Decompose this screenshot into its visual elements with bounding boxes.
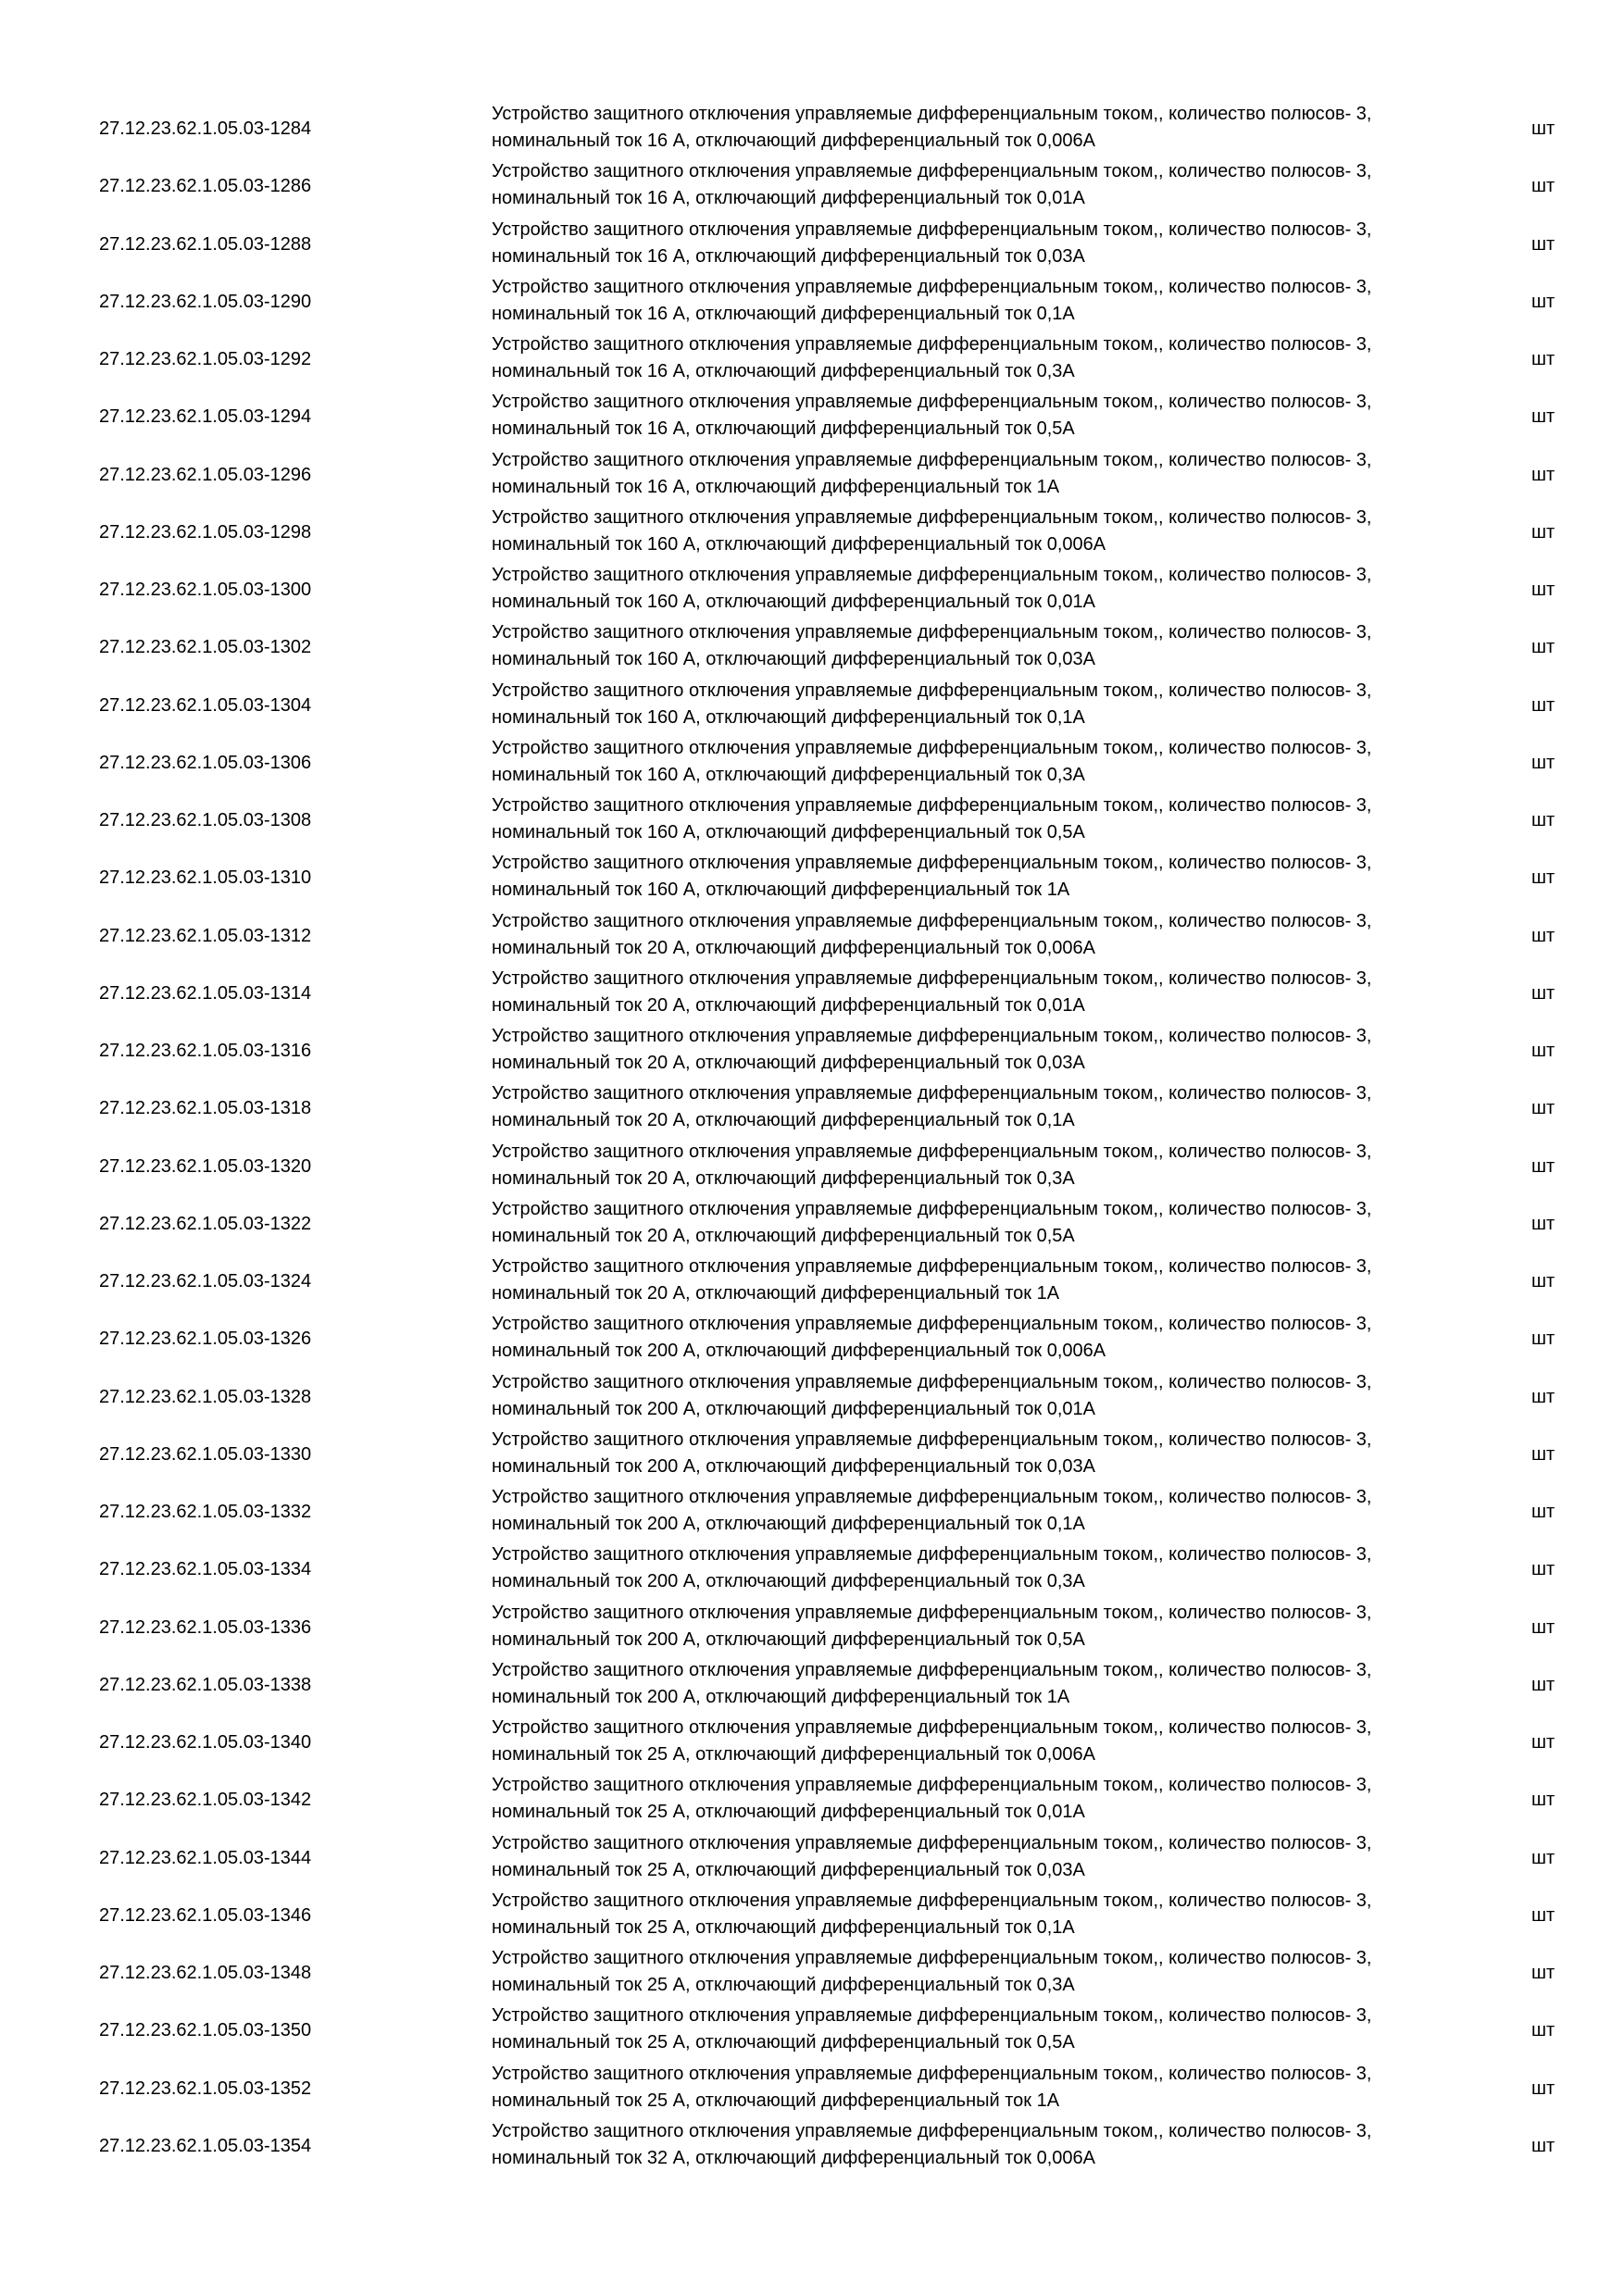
description-line-2: номинальный ток 200 А, отключающий дифференциальный ток 0,01А (492, 1398, 1095, 1419)
unit-of-measure: шт (1531, 1559, 1555, 1580)
resource-description (492, 1311, 1371, 1365)
description-line-1: Устройство защитного отключения управляемые дифференциальным током,, количество полюсов- 3, (492, 1371, 1372, 1392)
table-row (0, 1772, 1624, 1829)
unit-of-measure: шт (1531, 1616, 1555, 1638)
resource-code: 27.12.23.62.1.05.03-1322 (99, 1213, 312, 1234)
table-row (0, 1254, 1624, 1311)
unit-of-measure: шт (1531, 1847, 1555, 1868)
resource-description (492, 1657, 1371, 1711)
unit-of-measure: шт (1531, 1790, 1555, 1811)
unit-of-measure: шт (1531, 176, 1555, 197)
resource-description (492, 1945, 1371, 1999)
description-line-2: номинальный ток 200 А, отключающий дифференциальный ток 1А (492, 1686, 1070, 1707)
description-line-1: Устройство защитного отключения управляемые дифференциальным током,, количество полюсов- 3, (492, 680, 1372, 701)
description-line-1: Устройство защитного отключения управляемые дифференциальным током,, количество полюсов- 3, (492, 737, 1372, 758)
unit-of-measure: шт (1531, 349, 1555, 369)
resource-description (492, 619, 1371, 673)
table-row (0, 447, 1624, 505)
table-row (0, 1541, 1624, 1599)
resource-description (492, 1196, 1371, 1250)
resource-code: 27.12.23.62.1.05.03-1288 (99, 233, 312, 255)
table-row (0, 792, 1624, 850)
description-line-1: Устройство защитного отключения управляемые дифференциальным током,, количество полюсов- 3, (492, 910, 1372, 931)
unit-of-measure: шт (1531, 1213, 1555, 1234)
resource-description (492, 735, 1371, 789)
unit-of-measure: шт (1531, 1041, 1555, 1061)
resource-code: 27.12.23.62.1.05.03-1300 (99, 580, 312, 600)
unit-of-measure: шт (1531, 982, 1555, 1004)
description-line-2: номинальный ток 160 А, отключающий дифференциальный ток 0,006А (492, 533, 1106, 555)
description-line-1: Устройство защитного отключения управляемые дифференциальным током,, количество полюсов- 3, (492, 334, 1372, 355)
resource-description (492, 1888, 1371, 1941)
description-line-1: Устройство защитного отключения управляемые дифференциальным током,, количество полюсов- 3, (492, 622, 1372, 643)
description-line-2: номинальный ток 16 А, отключающий дифференциальный ток 0,03А (492, 245, 1085, 267)
description-line-2: номинальный ток 160 А, отключающий дифференциальный ток 1А (492, 880, 1070, 901)
resource-description (492, 678, 1371, 731)
description-line-1: Устройство защитного отключения управляемые дифференциальным током,, количество полюсов- 3, (492, 1890, 1372, 1911)
description-line-2: номинальный ток 20 А, отключающий дифференциальный ток 0,03А (492, 1053, 1085, 1073)
unit-of-measure: шт (1531, 1502, 1555, 1522)
resource-description (492, 908, 1371, 962)
unit-of-measure: шт (1531, 810, 1555, 830)
table-row (0, 966, 1624, 1023)
unit-of-measure: шт (1531, 1386, 1555, 1407)
description-line-2: номинальный ток 200 А, отключающий дифференциальный ток 0,006А (492, 1341, 1106, 1362)
resource-description (492, 966, 1371, 1019)
resource-code: 27.12.23.62.1.05.03-1306 (99, 752, 312, 773)
description-line-1: Устройство защитного отключения управляемые дифференциальным током,, количество полюсов- 3, (492, 1948, 1372, 1968)
description-line-1: Устройство защитного отключения управляемые дифференциальным током,, количество полюсов- 3, (492, 1602, 1372, 1623)
resource-code: 27.12.23.62.1.05.03-1328 (99, 1386, 312, 1407)
resource-code: 27.12.23.62.1.05.03-1290 (99, 291, 312, 312)
description-line-1: Устройство защитного отключения управляемые дифференциальным током,, количество полюсов- 3, (492, 1487, 1372, 1507)
resource-code: 27.12.23.62.1.05.03-1338 (99, 1674, 312, 1695)
resource-description (492, 2118, 1371, 2172)
resource-description (492, 274, 1371, 328)
resource-description (492, 331, 1371, 385)
description-line-1: Устройство защитного отключения управляемые дифференциальным током,, количество полюсов- 3, (492, 2005, 1372, 2027)
table-row (0, 1023, 1624, 1080)
unit-of-measure: шт (1531, 1329, 1555, 1350)
description-line-1: Устройство защитного отключения управляемые дифференциальным током,, количество полюсов- 3, (492, 161, 1372, 182)
resource-description (492, 1369, 1371, 1423)
resource-code: 27.12.23.62.1.05.03-1296 (99, 464, 312, 485)
table-row (0, 619, 1624, 677)
resource-description (492, 505, 1371, 558)
description-line-2: номинальный ток 16 А, отключающий дифференциальный ток 0,3А (492, 361, 1075, 381)
resource-code: 27.12.23.62.1.05.03-1326 (99, 1329, 312, 1350)
description-line-1: Устройство защитного отключения управляемые дифференциальным током,, количество полюсов- 3, (492, 1198, 1372, 1219)
resource-code: 27.12.23.62.1.05.03-1354 (99, 2135, 312, 2156)
description-line-1: Устройство защитного отключения управляемые дифференциальным током,, количество полюсов- 3, (492, 2120, 1372, 2141)
resource-code: 27.12.23.62.1.05.03-1302 (99, 637, 312, 658)
unit-of-measure: шт (1531, 1271, 1555, 1292)
description-line-1: Устройство защитного отключения управляемые дифференциальным током,, количество полюсов- 3, (492, 1026, 1372, 1046)
table-row (0, 1945, 1624, 2003)
description-line-2: номинальный ток 25 А, отключающий дифференциальный ток 1А (492, 2090, 1060, 2111)
unit-of-measure: шт (1531, 521, 1555, 543)
unit-of-measure: шт (1531, 580, 1555, 600)
resource-code: 27.12.23.62.1.05.03-1292 (99, 349, 312, 369)
description-line-1: Устройство защитного отключения управляемые дифференциальным током,, количество полюсов- 3, (492, 1544, 1372, 1566)
description-line-2: номинальный ток 160 А, отключающий дифференциальный ток 0,5А (492, 822, 1085, 842)
table-row (0, 908, 1624, 966)
description-line-2: номинальный ток 16 А, отключающий дифференциальный ток 1А (492, 476, 1060, 497)
resource-description (492, 2061, 1371, 2115)
description-line-2: номинальный ток 25 А, отключающий дифференциальный ток 0,01А (492, 1802, 1085, 1823)
unit-of-measure: шт (1531, 2078, 1555, 2099)
description-line-1: Устройство защитного отключения управляемые дифференциальным током,, количество полюсов- 3, (492, 392, 1372, 413)
unit-of-measure: шт (1531, 1155, 1555, 1177)
table-row (0, 1484, 1624, 1541)
resource-description (492, 1080, 1371, 1134)
description-line-1: Устройство защитного отключения управляемые дифференциальным током,, количество полюсов- 3, (492, 1083, 1372, 1104)
unit-of-measure: шт (1531, 867, 1555, 889)
unit-of-measure: шт (1531, 925, 1555, 946)
resource-description (492, 1427, 1371, 1480)
description-line-1: Устройство защитного отключения управляемые дифференциальным током,, количество полюсов- 3, (492, 1717, 1372, 1738)
description-line-2: номинальный ток 20 А, отключающий дифференциальный ток 0,3А (492, 1167, 1075, 1189)
description-line-2: номинальный ток 16 А, отключающий дифференциальный ток 0,006А (492, 131, 1095, 151)
unit-of-measure: шт (1531, 694, 1555, 716)
description-line-1: Устройство защитного отключения управляемые дифференциальным током,, количество полюсов- 3, (492, 1775, 1372, 1796)
description-line-1: Устройство защитного отключения управляемые дифференциальным током,, количество полюсов- 3, (492, 1314, 1372, 1335)
resource-code: 27.12.23.62.1.05.03-1286 (99, 176, 312, 197)
unit-of-measure: шт (1531, 1443, 1555, 1465)
description-line-1: Устройство защитного отключения управляемые дифференциальным током,, количество полюсов- 3, (492, 795, 1372, 816)
resource-description (492, 389, 1371, 443)
description-line-2: номинальный ток 32 А, отключающий дифференциальный ток 0,006А (492, 2147, 1095, 2168)
description-line-2: номинальный ток 200 А, отключающий дифференциальный ток 0,1А (492, 1514, 1085, 1534)
resource-description (492, 850, 1371, 904)
description-line-2: номинальный ток 160 А, отключающий дифференциальный ток 0,1А (492, 706, 1085, 728)
description-line-2: номинальный ток 160 А, отключающий дифференциальный ток 0,01А (492, 592, 1095, 612)
description-line-2: номинальный ток 16 А, отключающий дифференциальный ток 0,01А (492, 188, 1085, 209)
description-line-1: Устройство защитного отключения управляемые дифференциальным током,, количество полюсов- 3, (492, 565, 1372, 585)
resource-description (492, 447, 1371, 501)
table-row (0, 1369, 1624, 1427)
resource-code: 27.12.23.62.1.05.03-1332 (99, 1502, 312, 1522)
description-line-1: Устройство защитного отключения управляемые дифференциальным током,, количество полюсов- 3, (492, 1659, 1372, 1680)
description-line-2: номинальный ток 20 А, отключающий дифференциальный ток 1А (492, 1283, 1060, 1304)
resource-description (492, 217, 1371, 270)
unit-of-measure: шт (1531, 464, 1555, 485)
unit-of-measure: шт (1531, 233, 1555, 255)
description-line-1: Устройство защитного отключения управляемые дифференциальным током,, количество полюсов- 3, (492, 104, 1372, 124)
table-row (0, 1427, 1624, 1484)
unit-of-measure: шт (1531, 291, 1555, 312)
unit-of-measure: шт (1531, 637, 1555, 658)
resource-code: 27.12.23.62.1.05.03-1336 (99, 1616, 312, 1638)
description-line-2: номинальный ток 200 А, отключающий дифференциальный ток 0,3А (492, 1571, 1085, 1592)
description-line-2: номинальный ток 25 А, отключающий дифференциальный ток 0,03А (492, 1859, 1085, 1880)
table-row (0, 101, 1624, 158)
resource-table (0, 101, 1624, 2176)
description-line-2: номинальный ток 200 А, отключающий дифференциальный ток 0,5А (492, 1628, 1085, 1650)
table-row (0, 158, 1624, 216)
resource-description (492, 1830, 1371, 1884)
table-row (0, 1139, 1624, 1196)
resource-description (492, 1772, 1371, 1826)
resource-code: 27.12.23.62.1.05.03-1316 (99, 1041, 312, 1061)
resource-code: 27.12.23.62.1.05.03-1298 (99, 521, 312, 543)
resource-code: 27.12.23.62.1.05.03-1312 (99, 925, 312, 946)
unit-of-measure: шт (1531, 1904, 1555, 1926)
table-row (0, 1888, 1624, 1945)
table-row (0, 274, 1624, 331)
unit-of-measure: шт (1531, 1732, 1555, 1753)
table-row (0, 1311, 1624, 1368)
resource-code: 27.12.23.62.1.05.03-1352 (99, 2078, 312, 2099)
resource-code: 27.12.23.62.1.05.03-1308 (99, 810, 312, 830)
resource-code: 27.12.23.62.1.05.03-1318 (99, 1098, 312, 1119)
table-row (0, 2061, 1624, 2118)
description-line-2: номинальный ток 160 А, отключающий дифференциальный ток 0,03А (492, 649, 1095, 670)
description-line-1: Устройство защитного отключения управляемые дифференциальным током,, количество полюсов- 3, (492, 2063, 1372, 2084)
table-row (0, 505, 1624, 562)
resource-code: 27.12.23.62.1.05.03-1342 (99, 1790, 312, 1811)
resource-description (492, 101, 1371, 155)
table-row (0, 389, 1624, 446)
resource-code: 27.12.23.62.1.05.03-1310 (99, 867, 312, 889)
table-row (0, 678, 1624, 735)
resource-code: 27.12.23.62.1.05.03-1304 (99, 694, 312, 716)
description-line-2: номинальный ток 20 А, отключающий дифференциальный ток 0,5А (492, 1225, 1075, 1246)
description-line-2: номинальный ток 25 А, отключающий дифференциальный ток 0,1А (492, 1916, 1075, 1938)
description-line-1: Устройство защитного отключения управляемые дифференциальным током,, количество полюсов- 3, (492, 276, 1372, 297)
table-row (0, 1600, 1624, 1657)
description-line-1: Устройство защитного отключения управляемые дифференциальным током,, количество полюсов- 3, (492, 506, 1372, 528)
description-line-1: Устройство защитного отключения управляемые дифференциальным током,, количество полюсов- 3, (492, 1256, 1372, 1277)
table-row (0, 1657, 1624, 1715)
description-line-1: Устройство защитного отключения управляемые дифференциальным током,, количество полюсов- 3, (492, 967, 1372, 989)
unit-of-measure: шт (1531, 1963, 1555, 1983)
resource-description (492, 1023, 1371, 1077)
description-line-1: Устройство защитного отключения управляемые дифференциальным током,, количество полюсов- 3, (492, 449, 1372, 470)
unit-of-measure: шт (1531, 1098, 1555, 1119)
unit-of-measure: шт (1531, 1674, 1555, 1695)
unit-of-measure: шт (1531, 2020, 1555, 2041)
resource-description (492, 1600, 1371, 1653)
table-row (0, 1830, 1624, 1888)
description-line-1: Устройство защитного отключения управляемые дифференциальным током,, количество полюсов- 3, (492, 1429, 1372, 1450)
unit-of-measure: шт (1531, 406, 1555, 428)
description-line-2: номинальный ток 16 А, отключающий дифференциальный ток 0,1А (492, 303, 1075, 324)
table-row (0, 217, 1624, 274)
resource-code: 27.12.23.62.1.05.03-1284 (99, 119, 312, 139)
description-line-2: номинальный ток 20 А, отключающий дифференциальный ток 0,006А (492, 937, 1095, 958)
description-line-1: Устройство защитного отключения управляемые дифференциальным током,, количество полюсов- 3, (492, 1141, 1372, 1162)
description-line-1: Устройство защитного отключения управляемые дифференциальным током,, количество полюсов- 3, (492, 853, 1372, 874)
unit-of-measure: шт (1531, 119, 1555, 139)
table-row (0, 331, 1624, 389)
resource-code: 27.12.23.62.1.05.03-1334 (99, 1559, 312, 1580)
resource-description (492, 2003, 1371, 2056)
table-row (0, 1196, 1624, 1254)
description-line-2: номинальный ток 25 А, отключающий дифференциальный ток 0,5А (492, 2032, 1075, 2053)
resource-description (492, 1484, 1371, 1538)
description-line-2: номинальный ток 25 А, отключающий дифференциальный ток 0,006А (492, 1744, 1095, 1765)
description-line-2: номинальный ток 25 А, отключающий дифференциальный ток 0,3А (492, 1975, 1075, 1995)
unit-of-measure: шт (1531, 2135, 1555, 2156)
resource-code: 27.12.23.62.1.05.03-1330 (99, 1443, 312, 1465)
table-row (0, 735, 1624, 792)
resource-description (492, 158, 1371, 212)
description-line-1: Устройство защитного отключения управляемые дифференциальным током,, количество полюсов- 3, (492, 218, 1372, 240)
resource-code: 27.12.23.62.1.05.03-1340 (99, 1732, 312, 1753)
unit-of-measure: шт (1531, 752, 1555, 773)
resource-code: 27.12.23.62.1.05.03-1294 (99, 406, 312, 428)
resource-code: 27.12.23.62.1.05.03-1346 (99, 1904, 312, 1926)
table-row (0, 562, 1624, 619)
table-row (0, 1080, 1624, 1138)
resource-description (492, 562, 1371, 616)
table-row (0, 1715, 1624, 1772)
resource-code: 27.12.23.62.1.05.03-1344 (99, 1847, 312, 1868)
resource-description (492, 1715, 1371, 1768)
table-row (0, 2118, 1624, 2176)
resource-description (492, 1254, 1371, 1307)
resource-code: 27.12.23.62.1.05.03-1320 (99, 1155, 312, 1177)
table-row (0, 850, 1624, 907)
description-line-2: номинальный ток 20 А, отключающий дифференциальный ток 0,01А (492, 994, 1085, 1016)
table-row (0, 2003, 1624, 2060)
resource-code: 27.12.23.62.1.05.03-1350 (99, 2020, 312, 2041)
description-line-2: номинальный ток 20 А, отключающий дифференциальный ток 0,1А (492, 1110, 1075, 1131)
description-line-2: номинальный ток 16 А, отключающий дифференциальный ток 0,5А (492, 418, 1075, 440)
resource-description (492, 792, 1371, 846)
resource-code: 27.12.23.62.1.05.03-1348 (99, 1963, 312, 1983)
description-line-2: номинальный ток 160 А, отключающий дифференциальный ток 0,3А (492, 764, 1085, 785)
resource-code: 27.12.23.62.1.05.03-1314 (99, 982, 312, 1004)
resource-description (492, 1541, 1371, 1595)
description-line-2: номинальный ток 200 А, отключающий дифференциальный ток 0,03А (492, 1455, 1095, 1477)
description-line-1: Устройство защитного отключения управляемые дифференциальным током,, количество полюсов- 3, (492, 1832, 1372, 1853)
resource-code: 27.12.23.62.1.05.03-1324 (99, 1271, 312, 1292)
resource-description (492, 1139, 1371, 1192)
